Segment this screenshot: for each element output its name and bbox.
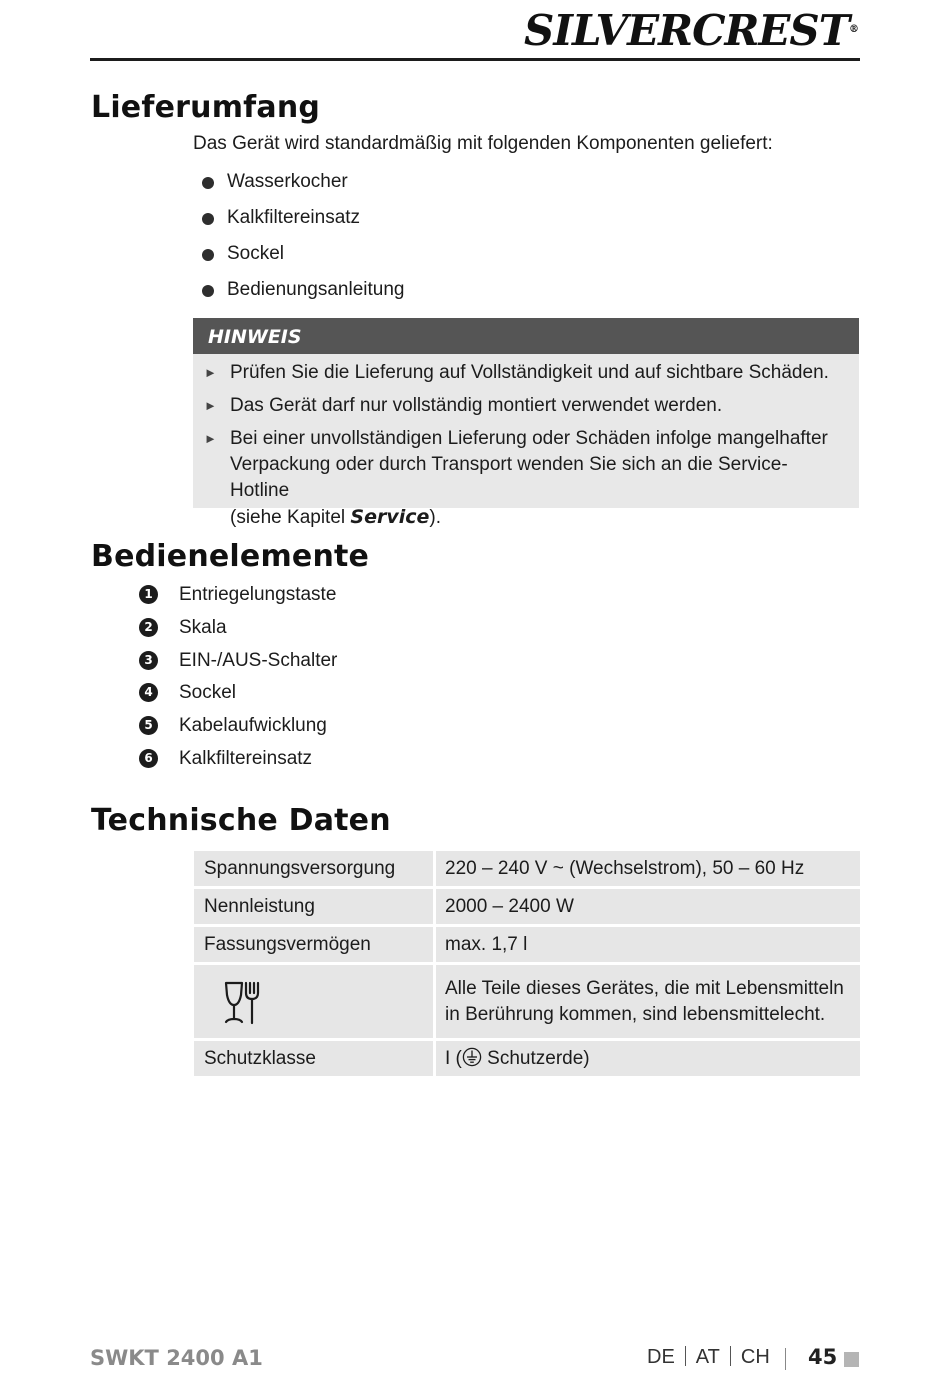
- bullet-icon: [202, 213, 214, 225]
- lieferumfang-intro: Das Gerät wird standardmäßig mit folgenden Komponenten geliefert:: [193, 133, 773, 154]
- hinweis-box: [193, 318, 859, 528]
- table-key: Nennleistung: [194, 889, 436, 927]
- number-badge: 1: [139, 585, 158, 604]
- bullet-icon: [202, 285, 214, 297]
- list-item: Sockel: [193, 240, 405, 276]
- table-row: [194, 1041, 860, 1076]
- list-item: 1 Entriegelungstaste: [139, 580, 337, 613]
- list-item: ► Bei einer unvollständigen Lieferung oder Schäden infolge mangelhafter Verpackung oder durch Transport wenden Sie sich an die Service-Hotline (siehe Kapitel Service).: [204, 428, 828, 528]
- list-item: 3 EIN-/AUS-Schalter: [139, 646, 337, 679]
- table-value: 220 – 240 V ~ (Wechselstrom), 50 – 60 Hz: [436, 851, 860, 889]
- lieferumfang-list: [193, 168, 405, 312]
- bullet-icon: [202, 249, 214, 261]
- number-badge: 3: [139, 651, 158, 670]
- service-reference: Service: [350, 506, 430, 528]
- food-safe-icon: [216, 977, 266, 1027]
- number-badge: 5: [139, 716, 158, 735]
- list-item: ► Das Gerät darf nur vollständig montiert verwendet werden.: [193, 393, 859, 419]
- list-item: ► Prüfen Sie die Lieferung auf Vollständigkeit und auf sichtbare Schäden.: [193, 360, 859, 386]
- table-key: [194, 965, 436, 1041]
- section-title-technische-daten: Technische Daten: [91, 803, 391, 838]
- table-row: [194, 851, 860, 889]
- number-badge: 4: [139, 683, 158, 702]
- table-value: max. 1,7 l: [436, 927, 860, 965]
- hinweis-list: [193, 354, 859, 531]
- list-item: 4 Sockel: [139, 678, 337, 711]
- footer-divider: [785, 1348, 786, 1370]
- table-value: I ( Schutzerde): [436, 1041, 860, 1076]
- hinweis-title: HINWEIS: [193, 318, 859, 354]
- header-rule: [90, 58, 860, 61]
- number-badge: 2: [139, 618, 158, 637]
- table-row: [194, 889, 860, 927]
- section-title-bedienelemente: Bedienelemente: [91, 539, 370, 574]
- list-item: Wasserkocher: [193, 168, 405, 204]
- table-key: Fassungsvermögen: [194, 927, 436, 965]
- list-item: Bedienungsanleitung: [193, 276, 405, 312]
- tech-data-table: [194, 851, 860, 1076]
- page-number: 45: [808, 1345, 838, 1369]
- list-item: 5 Kabelaufwicklung: [139, 711, 337, 744]
- arrow-right-icon: ►: [204, 431, 217, 446]
- table-value: 2000 – 2400 W: [436, 889, 860, 927]
- arrow-right-icon: ►: [204, 365, 217, 380]
- list-item: 6 Kalkfiltereinsatz: [139, 744, 337, 777]
- table-value: Alle Teile dieses Gerätes, die mit Lebensmitteln in Berührung kommen, sind lebensmittelecht.: [436, 965, 860, 1041]
- arrow-right-icon: ►: [204, 398, 217, 413]
- table-row: [194, 927, 860, 965]
- list-item: Kalkfiltereinsatz: [193, 204, 405, 240]
- table-row: [194, 965, 860, 1041]
- bullet-icon: [202, 177, 214, 189]
- footer-languages: DE AT CH: [647, 1346, 770, 1368]
- section-title-lieferumfang: Lieferumfang: [91, 90, 321, 125]
- footer-model: SWKT 2400 A1: [90, 1346, 263, 1370]
- page-marker-icon: [844, 1352, 859, 1367]
- brand-logo: SILVERCREST®: [524, 6, 858, 55]
- table-key: Schutzklasse: [194, 1041, 436, 1076]
- bedienelemente-list: [139, 580, 337, 777]
- list-item: 2 Skala: [139, 613, 337, 646]
- table-key: Spannungsversorgung: [194, 851, 436, 889]
- number-badge: 6: [139, 749, 158, 768]
- protective-earth-icon: [462, 1047, 482, 1067]
